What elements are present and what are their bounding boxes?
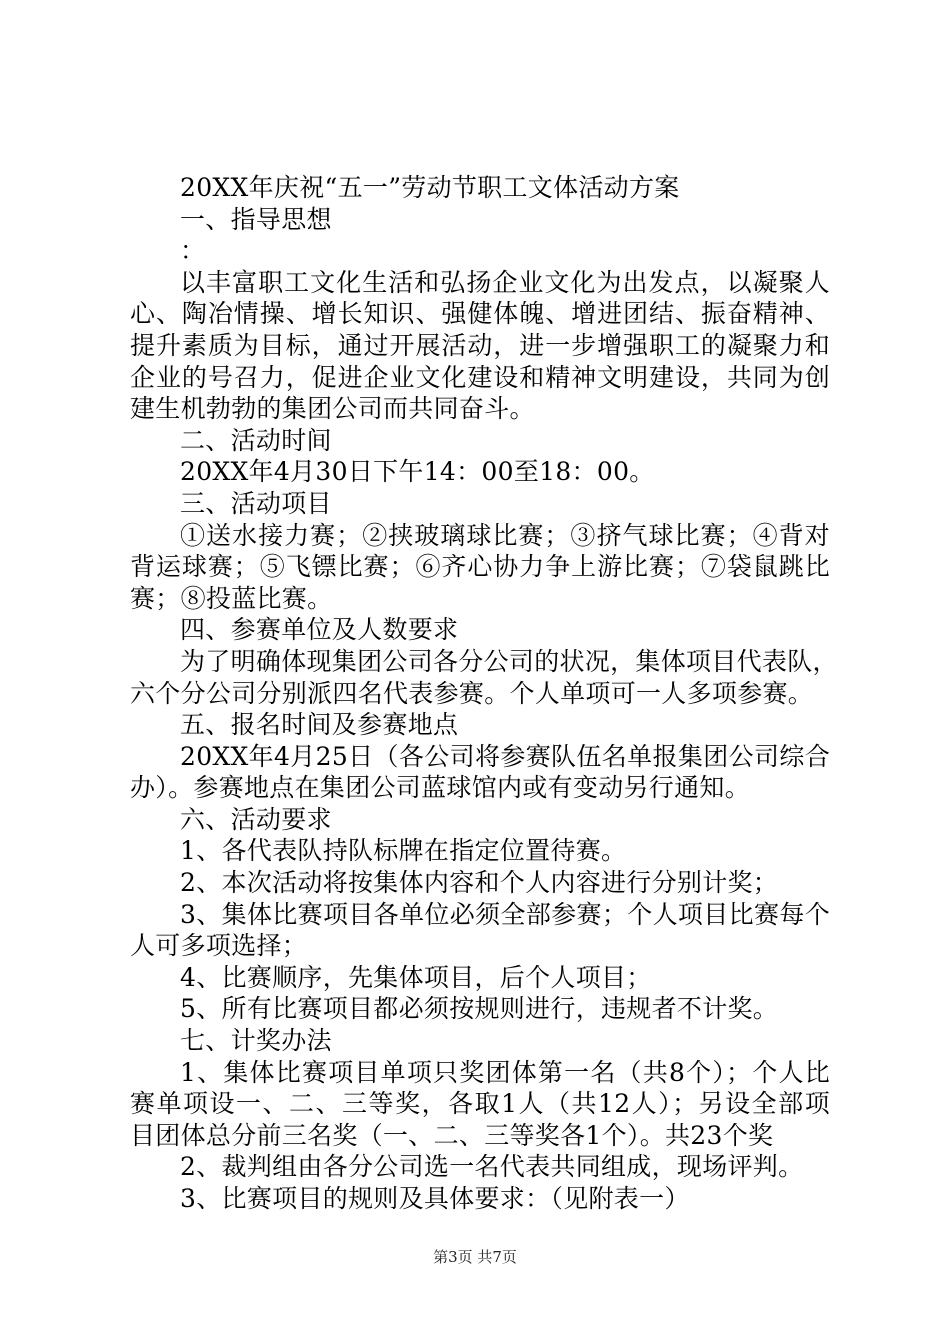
list-item: 2、裁判组由各分公司选一名代表共同组成，现场评判。	[180, 1152, 804, 1182]
paragraph-line: 提升素质为目标，通过开展活动，进一步增强职工的凝聚力和	[130, 330, 830, 360]
list-item: 2、本次活动将按集体内容和个人内容进行分别计奖；	[180, 868, 779, 898]
paragraph-line: 六个分公司分别派四名代表参赛。个人单项可一人多项参赛。	[130, 678, 814, 708]
paragraph-line: 心、陶冶情操、增长知识、强健体魄、增进团结、振奋精神、	[130, 299, 830, 329]
section-heading: 七、计奖办法	[180, 1026, 332, 1056]
page-footer: 第3页 共7页	[433, 1248, 517, 1266]
list-item-continued: 目团体总分前三名奖（一、二、三等奖各1个）。共23个奖	[130, 1120, 774, 1150]
document-title: 20XX年庆祝“五一”劳动节职工文体活动方案	[180, 173, 680, 202]
section-heading: 四、参赛单位及人数要求	[180, 615, 459, 645]
paragraph-line: 20XX年4月25日（各公司将参赛队伍名单报集团公司综合	[180, 741, 830, 771]
list-item-continued: 赛单项设一、二、三等奖，各取1人（共12人）；另设全部项	[130, 1089, 830, 1119]
paragraph-line: 办）。参赛地点在集团公司蓝球馆内或有变动另行通知。	[130, 773, 751, 803]
section-heading: 二、活动时间	[180, 425, 332, 455]
document-body	[130, 172, 838, 1215]
paragraph-line: 20XX年4月30日下午14：00至18：00。	[180, 457, 655, 487]
list-item: 3、比赛项目的规则及具体要求：（见附表一）	[180, 1184, 690, 1213]
text-line: ：	[180, 236, 206, 266]
section-heading: 三、活动项目	[180, 488, 332, 518]
list-item: 4、比赛顺序，先集体项目，后个人项目；	[180, 962, 652, 992]
paragraph-line: 赛；⑧投蓝比赛。	[130, 583, 333, 613]
paragraph-line: 企业的号召力，促进企业文化建设和精神文明建设，共同为创	[130, 362, 830, 392]
list-item: 1、各代表队持队标牌在指定位置待赛。	[180, 836, 627, 866]
section-heading: 一、指导思想	[180, 204, 332, 234]
paragraph-line: 建生机勃勃的集团公司而共同奋斗。	[130, 394, 535, 424]
paragraph-line: 为了明确体现集团公司各分公司的状况，集体项目代表队，	[180, 646, 838, 676]
section-heading: 六、活动要求	[180, 804, 332, 834]
paragraph-line: ①送水接力赛；②挟玻璃球比赛；③挤气球比赛；④背对	[180, 520, 830, 550]
list-item-continued: 人可多项选择；	[130, 931, 308, 961]
list-item: 3、集体比赛项目各单位必须全部参赛；个人项目比赛每个	[180, 899, 830, 929]
paragraph-line: 以丰富职工文化生活和弘扬企业文化为出发点，以凝聚人	[180, 267, 830, 297]
list-item: 1、集体比赛项目单项只奖团体第一名（共8个）；个人比	[180, 1057, 830, 1087]
paragraph-line: 背运球赛；⑤飞镖比赛；⑥齐心协力争上游比赛；⑦袋鼠跳比	[130, 552, 830, 582]
section-heading: 五、报名时间及参赛地点	[180, 710, 459, 740]
list-item: 5、所有比赛项目都必须按规则进行，违规者不计奖。	[180, 994, 779, 1024]
